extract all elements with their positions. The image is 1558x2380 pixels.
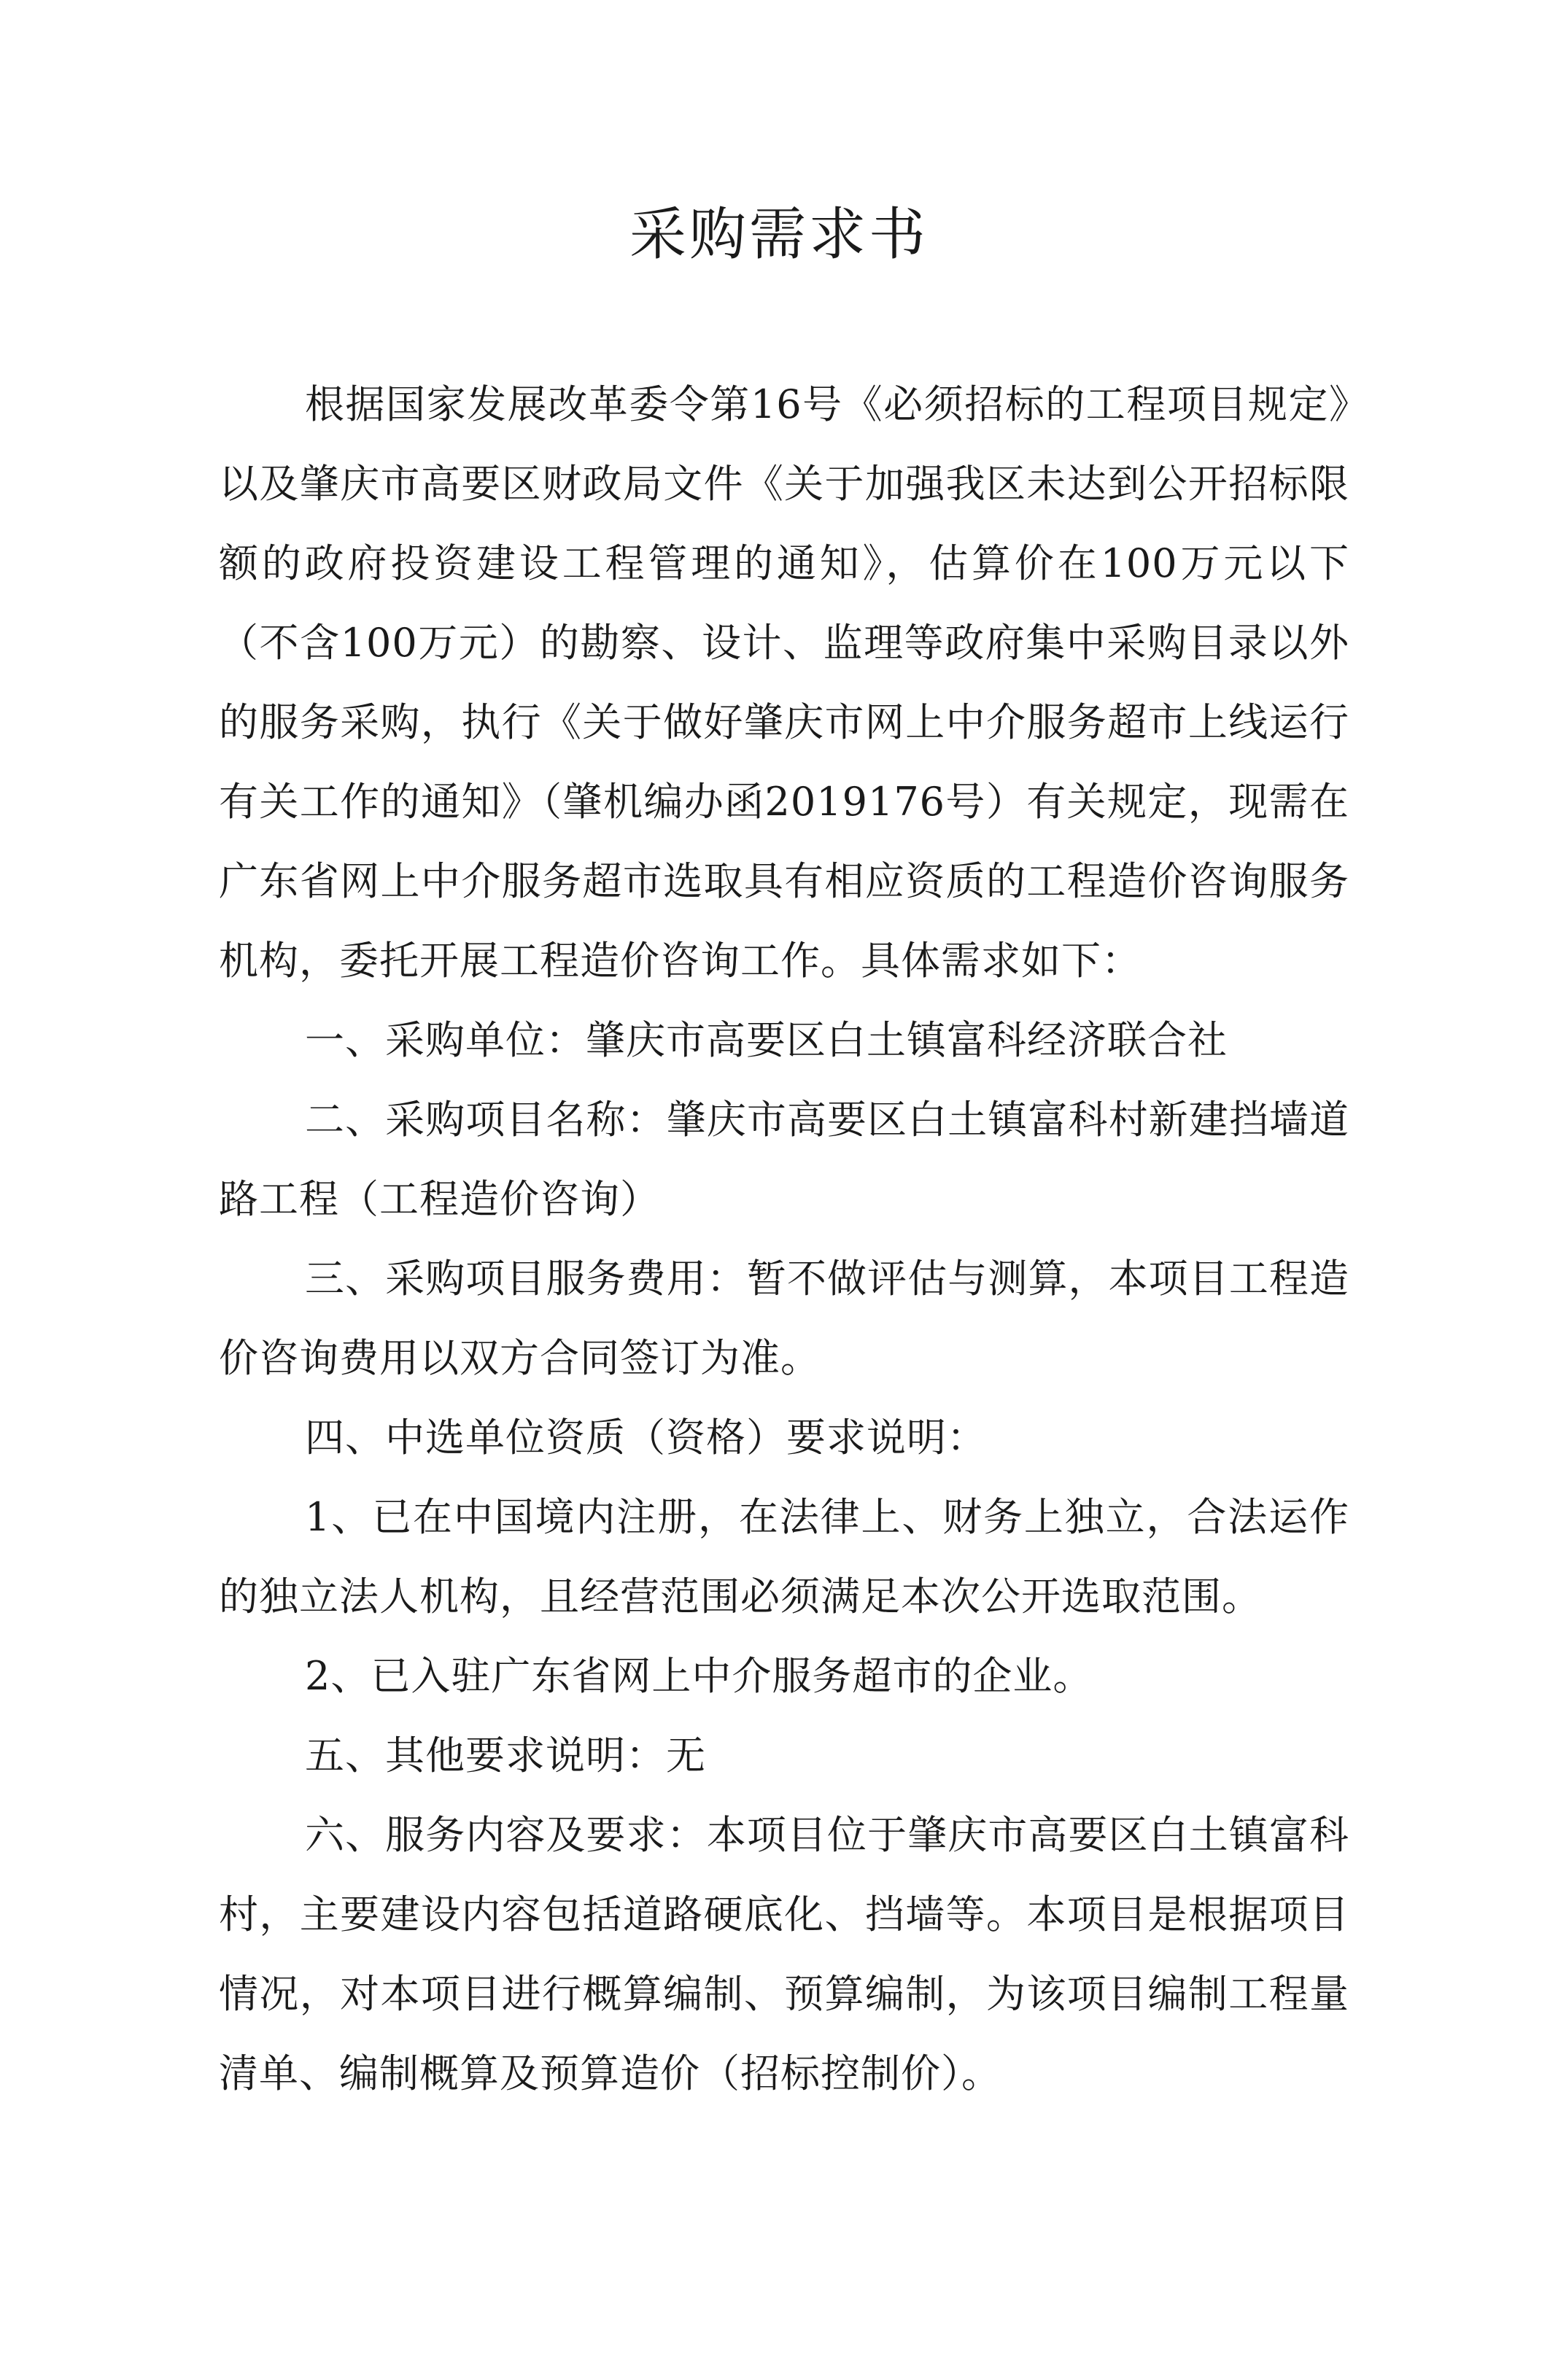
- document-title: 采购需求书: [629, 202, 929, 268]
- section-2-project-name: 二、采购项目名称：肇庆市高要区白土镇富科村新建挡墙道路工程（工程造价咨询）: [219, 1097, 1349, 1222]
- document-body: [219, 365, 1349, 2113]
- intro-paragraph: 根据国家发展改革委令第16号《必须招标的工程项目规定》以及肇庆市高要区财政局文件《关于加强我区未达到公开招标限额的政府投资建设工程管理的通知》，估算价在100万元以下（不含100万元）的勘察、设计、监理等政府集中采购目录以外的服务采购，执行《关于做好肇庆市网上中介服务超市上线运行有关工作的通知》（肇机编办函2019176号）有关规定，现需在广东省网上中介服务超市选取具有相应资质的工程造价咨询服务机构，委托开展工程造价咨询工作。具体需求如下：: [219, 381, 1349, 984]
- qualification-item-2: 2、已入驻广东省网上中介服务超市的企业。: [305, 1653, 1093, 1699]
- section-4-qualification-heading: 四、中选单位资质（资格）要求说明：: [305, 1415, 987, 1461]
- section-3-service-fee: 三、采购项目服务费用：暂不做评估与测算，本项目工程造价咨询费用以双方合同签订为准。: [219, 1256, 1349, 1381]
- qualification-item-1: 1、已在中国境内注册，在法律上、财务上独立，合法运作的独立法人机构，且经营范围必须满足本次公开选取范围。: [219, 1494, 1349, 1619]
- section-1-purchasing-unit: 一、采购单位：肇庆市高要区白土镇富科经济联合社: [305, 1017, 1228, 1063]
- section-5-other-requirements: 五、其他要求说明：无: [305, 1732, 706, 1778]
- section-6-service-content: 六、服务内容及要求：本项目位于肇庆市高要区白土镇富科村，主要建设内容包括道路硬底化、挡墙等。本项目是根据项目情况，对本项目进行概算编制、预算编制，为该项目编制工程量清单、编制概算及预算造价（招标控制价）。: [219, 1812, 1349, 2096]
